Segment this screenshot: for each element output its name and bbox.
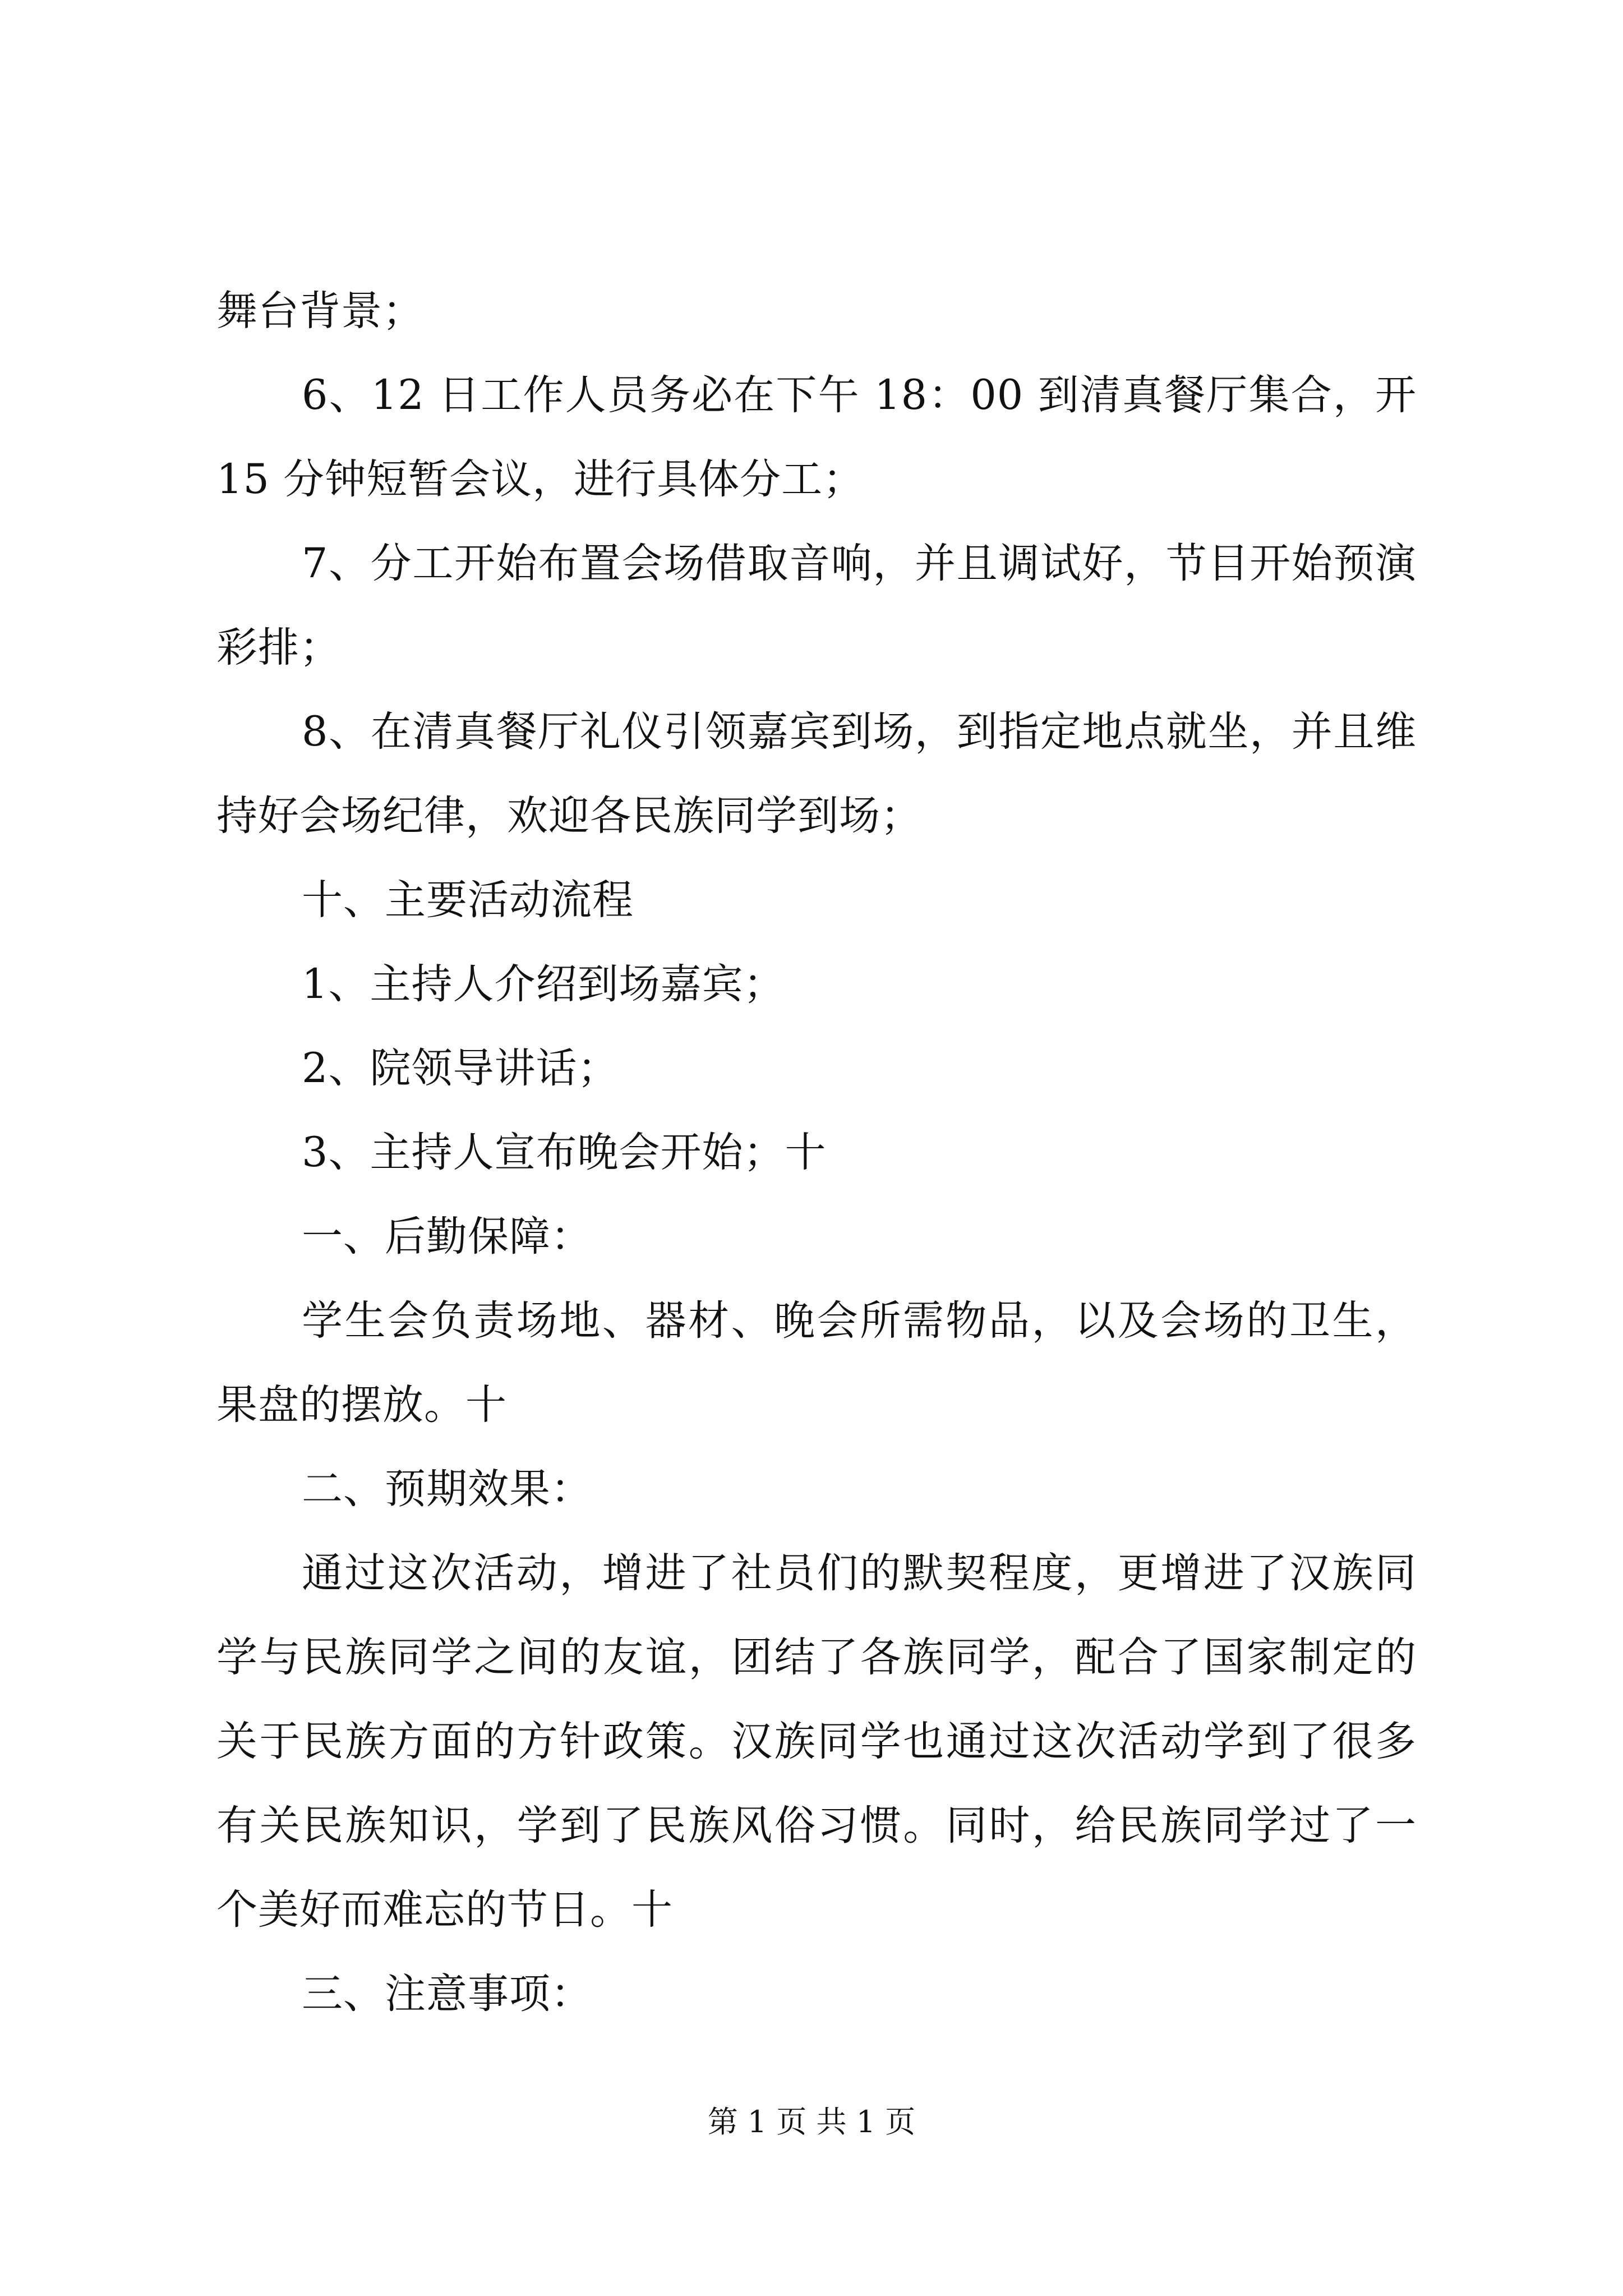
section-heading: 一、后勤保障：	[302, 1213, 592, 1260]
section-heading: 三、注意事项：	[302, 1970, 592, 2018]
paragraph: 7、分工开始布置会场借取音响，并且调试好，节目开始预演彩排；	[216, 540, 1417, 671]
paragraph: 6、12 日工作人员务必在下午 18：00 到清真餐厅集合，开 15 分钟短暂会议，进行具体分工；	[216, 371, 1417, 503]
paragraph: 舞台背景；	[216, 287, 424, 335]
section-heading: 二、预期效果：	[302, 1465, 592, 1513]
paragraph: 通过这次活动，增进了社员们的默契程度，更增进了汉族同学与民族同学之间的友谊，团结了各族同学，配合了国家制定的关于民族方面的方针政策。汉族同学也通过这次活动学到了很多有关民族知识，学到了民族风俗习惯。同时，给民族同学过了一个美好而难忘的节日。十	[216, 1549, 1417, 1934]
list-item: 1、主持人介绍到场嘉宾；	[302, 960, 785, 1008]
list-item: 2、院领导讲话；	[302, 1045, 619, 1092]
list-item: 3、主持人宣布晚会开始；十	[302, 1129, 827, 1176]
section-heading: 十、主要活动流程	[302, 876, 634, 924]
paragraph: 学生会负责场地、器材、晚会所需物品，以及会场的卫生，果盘的摆放。十	[216, 1297, 1417, 1429]
page-footer: 第 1 页 共 1 页	[707, 2104, 916, 2139]
document-body	[216, 269, 1417, 2036]
paragraph: 8、在清真餐厅礼仪引领嘉宾到场，到指定地点就坐，并且维持好会场纪律，欢迎各民族同学到场；	[216, 708, 1417, 840]
